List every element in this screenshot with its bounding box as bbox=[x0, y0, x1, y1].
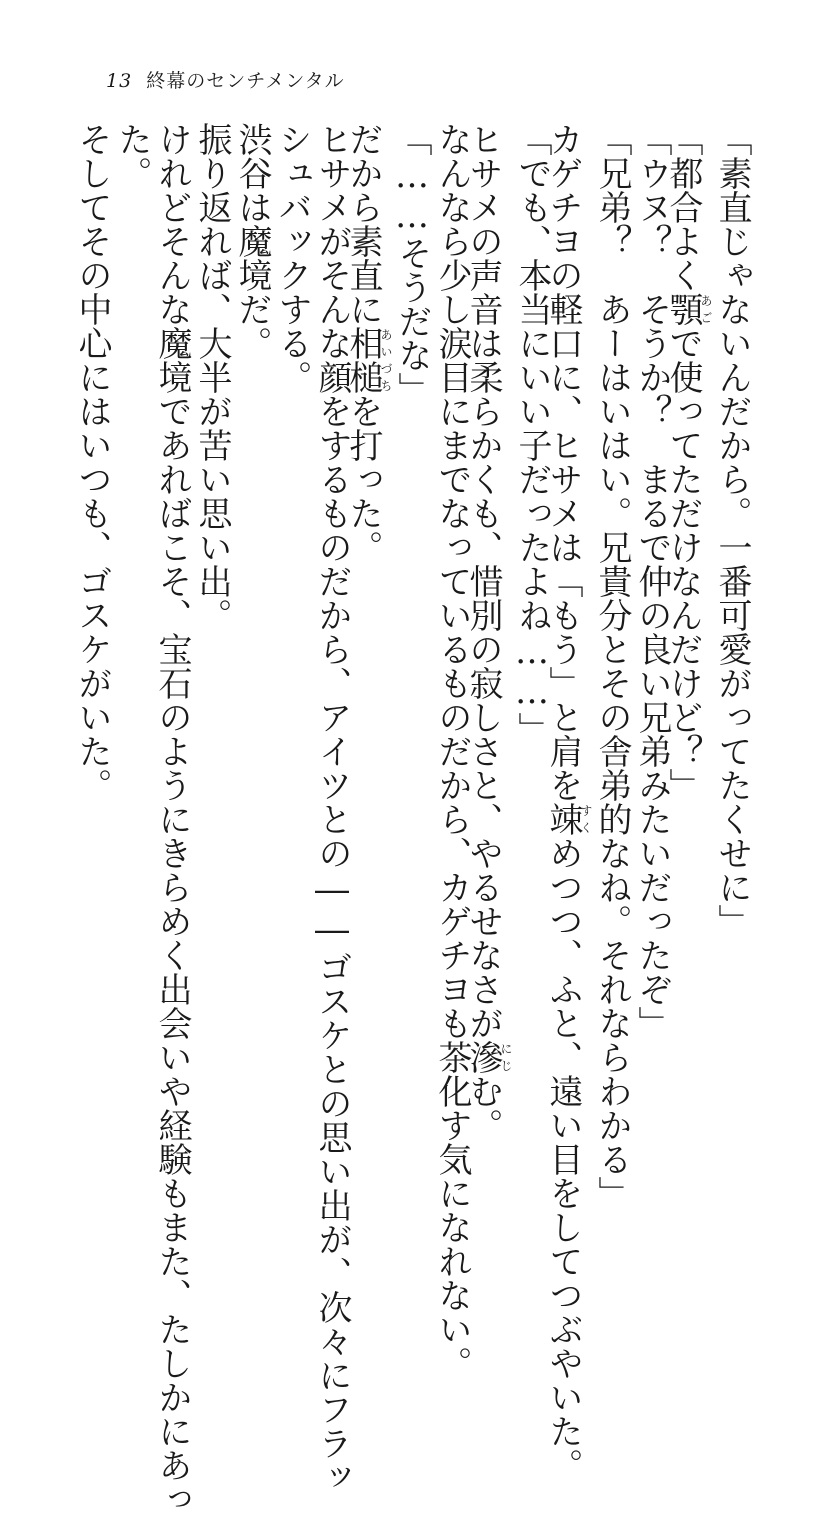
text-line: そしてその中心にはいつも、ゴスケがいた。 bbox=[72, 122, 112, 802]
ruby-reading: すく bbox=[579, 802, 593, 836]
text-line: た。 bbox=[112, 122, 152, 190]
text-line: 振り返れば、大半が苦い思い出。 bbox=[192, 122, 232, 632]
text-line: 渋谷は魔境だ。 bbox=[232, 122, 272, 360]
ruby-word: 相槌あいづち bbox=[343, 326, 393, 394]
text-line: ヒサメがそんな顔をするものだから、アイツとの――ゴスケとの思い出が、次々にフラッ bbox=[312, 122, 352, 1494]
text-line bbox=[663, 122, 713, 1182]
running-header bbox=[106, 66, 345, 93]
ruby-reading: あご bbox=[699, 292, 713, 326]
ruby-word: 滲にじ bbox=[463, 1040, 513, 1074]
text-line bbox=[343, 122, 393, 1182]
text-line bbox=[463, 122, 513, 1182]
text-line: なんなら少し涙目にまでなっているものだから、カゲチヨも茶化す気になれない。 bbox=[432, 122, 472, 1380]
text-segment: カゲチヨの軽口に、ヒサメは「もう」と肩を bbox=[543, 122, 583, 802]
text-segment: む。 bbox=[463, 1074, 503, 1142]
text-segment: で使ってただけなんだけど？」 bbox=[663, 326, 703, 802]
text-line: 「……そうだな」 bbox=[392, 122, 432, 406]
page-number: 13 bbox=[106, 70, 133, 92]
text-line: シュバックする。 bbox=[272, 122, 312, 394]
text-segment: を打った。 bbox=[343, 394, 383, 564]
ruby-word: 顎あご bbox=[663, 292, 713, 326]
text-segment: だから素直に bbox=[343, 122, 383, 326]
text-segment: めつつ、ふと、遠い目をしてつぶやいた。 bbox=[543, 836, 583, 1482]
text-segment: 「都合よく bbox=[663, 122, 703, 292]
ruby-reading: にじ bbox=[499, 1040, 513, 1074]
chapter-title: 終幕のセンチメンタル bbox=[146, 70, 345, 92]
text-segment: ヒサメの声音は柔らかくも、惜別の寂しさと、やるせなさが bbox=[463, 122, 503, 1040]
text-line: 「兄弟？ あーはいはい。兄貴分とその舎弟的なね。それならわかる」 bbox=[592, 122, 632, 1210]
text-line: 「素直じゃないんだから。一番可愛がってたくせに」 bbox=[712, 122, 752, 938]
text-line bbox=[543, 122, 593, 1482]
text-line: 「でも、本当にいい子だったよね……」 bbox=[512, 122, 552, 746]
ruby-word: 竦すく bbox=[543, 802, 593, 836]
ruby-reading: あいづち bbox=[379, 326, 393, 394]
text-line: けれどそんな魔境であればこそ、宝石のようにきらめく出会いや経験もまた、たしかにあっ bbox=[152, 122, 192, 1516]
text-line: 「ウヌ？ そうか？ まるで仲の良い兄弟みたいだったぞ」 bbox=[632, 122, 672, 1040]
